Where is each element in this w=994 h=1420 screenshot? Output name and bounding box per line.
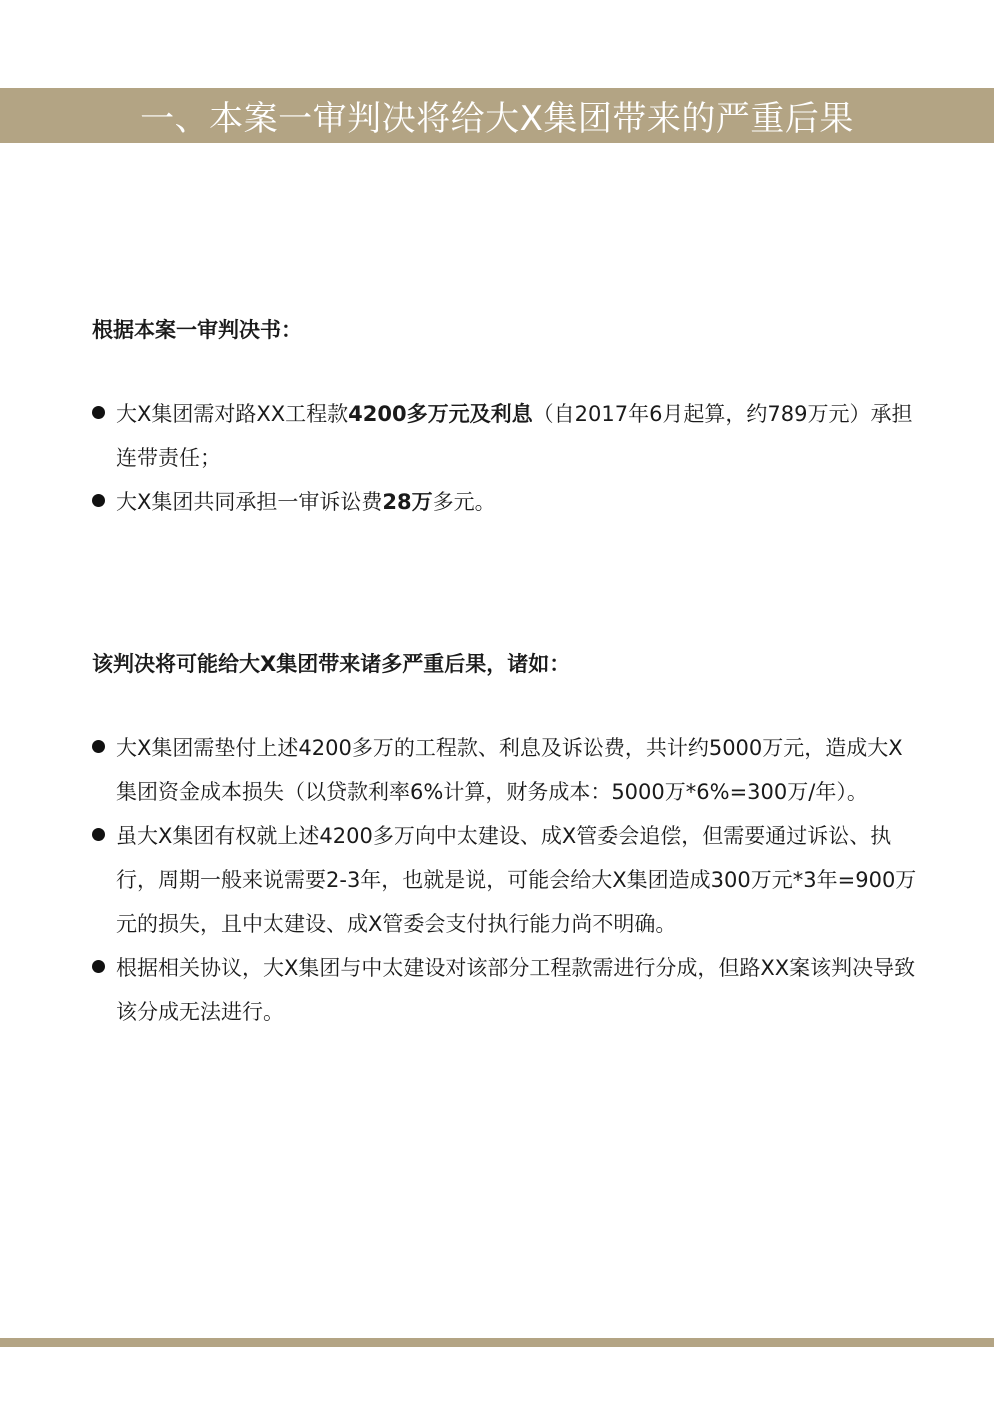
section-heading-judgment: 根据本案一审判决书： <box>92 318 302 342</box>
page-title: 一、本案一审判决将给大X集团带来的严重后果 <box>140 99 854 139</box>
list-item <box>92 814 922 946</box>
item-bold-text: 4200多万元及利息 <box>348 402 533 426</box>
title-banner <box>0 88 994 143</box>
judgment-bullet-list <box>92 392 922 524</box>
item-bold-text: 28万 <box>382 490 433 514</box>
footer-rule <box>0 1338 994 1347</box>
bullet-icon <box>92 494 105 507</box>
list-item <box>92 726 922 814</box>
section-heading-consequences: 该判决将可能给大X集团带来诸多严重后果，诸如： <box>92 652 571 676</box>
bullet-icon <box>92 740 105 753</box>
item-text: 多元。 <box>432 490 496 514</box>
item-text: （自2017年6月起算，约789万元）承担连带责任； <box>116 402 913 470</box>
list-item <box>92 480 922 524</box>
list-item <box>92 946 922 1034</box>
list-item <box>92 392 922 480</box>
consequences-bullet-list <box>92 726 922 1034</box>
item-text: 虽大X集团有权就上述4200多万向中太建设、成X管委会追偿，但需要通过诉讼、执行，周期一般来说需要2-3年，也就是说，可能会给大X集团造成300万元*3年=900万元的损失，且中太建设、成X管委会支付执行能力尚不明确。 <box>116 824 917 936</box>
bullet-icon <box>92 960 105 973</box>
bullet-icon <box>92 406 105 419</box>
item-text: 大X集团需垫付上述4200多万的工程款、利息及诉讼费，共计约5000万元，造成大X集团资金成本损失（以贷款利率6%计算，财务成本：5000万*6%=300万/年）。 <box>116 736 903 804</box>
item-text: 大X集团共同承担一审诉讼费 <box>116 490 383 514</box>
item-text: 大X集团需对路XX工程款 <box>116 402 349 426</box>
bullet-icon <box>92 828 105 841</box>
item-text: 根据相关协议，大X集团与中太建设对该部分工程款需进行分成，但路XX案该判决导致该分成无法进行。 <box>116 956 916 1024</box>
